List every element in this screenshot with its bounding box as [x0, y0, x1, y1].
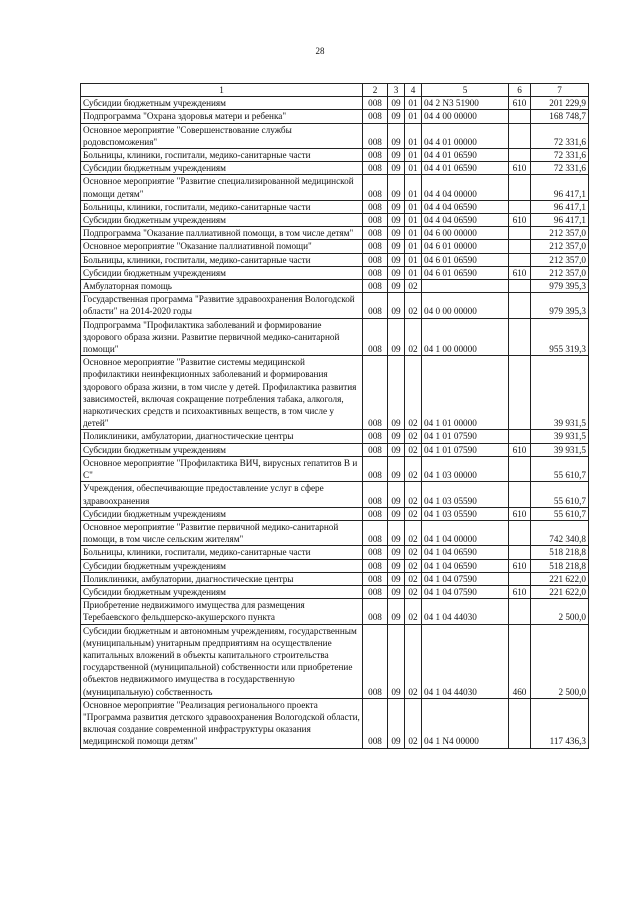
table-row [81, 318, 589, 356]
table-row [81, 280, 589, 293]
table-row [81, 585, 589, 598]
row-name-cell: Субсидии бюджетным учреждениям [81, 162, 363, 175]
code-section-cell: 09 [388, 214, 405, 227]
row-name-cell: Основное мероприятие "Совершенствование службы родовспоможения" [81, 123, 363, 148]
code-target-cell: 04 1 04 00000 [422, 520, 509, 545]
code-target-cell: 04 4 04 00000 [422, 175, 509, 200]
code-subsection-cell: 02 [405, 482, 422, 507]
code-expense-type-cell: 610 [509, 214, 531, 227]
row-name-cell: Подпрограмма "Охрана здоровья матери и ребенка" [81, 110, 363, 123]
code-subsection-cell: 01 [405, 97, 422, 110]
row-name-cell: Основное мероприятие "Развитие первичной медико-санитарной помощи, в том числе сельским жителям" [81, 520, 363, 545]
code-subsection-cell: 02 [405, 443, 422, 456]
table-row [81, 149, 589, 162]
row-name-cell: Поликлиники, амбулатории, диагностические центры [81, 430, 363, 443]
code-target-cell: 04 1 04 07590 [422, 585, 509, 598]
code-expense-type-cell [509, 149, 531, 162]
code-section-cell: 09 [388, 507, 405, 520]
code-target-cell: 04 6 01 06590 [422, 253, 509, 266]
code-subsection-cell: 02 [405, 293, 422, 318]
code-subsection-cell: 02 [405, 507, 422, 520]
code-ministry-cell: 008 [363, 280, 388, 293]
code-expense-type-cell [509, 123, 531, 148]
amount-cell: 168 748,7 [531, 110, 589, 123]
table-row [81, 123, 589, 148]
amount-cell: 39 931,5 [531, 356, 589, 430]
table-row [81, 482, 589, 507]
code-target-cell: 04 1 01 00000 [422, 356, 509, 430]
table-header-row [81, 84, 589, 97]
column-header-1: 1 [81, 84, 363, 97]
code-section-cell: 09 [388, 240, 405, 253]
code-ministry-cell: 008 [363, 599, 388, 624]
row-name-cell: Больницы, клиники, госпитали, медико-санитарные части [81, 149, 363, 162]
code-target-cell: 04 4 00 00000 [422, 110, 509, 123]
code-expense-type-cell: 610 [509, 507, 531, 520]
code-ministry-cell: 008 [363, 123, 388, 148]
row-name-cell: Поликлиники, амбулатории, диагностические центры [81, 572, 363, 585]
code-section-cell: 09 [388, 149, 405, 162]
code-expense-type-cell: 610 [509, 585, 531, 598]
amount-cell: 96 417,1 [531, 200, 589, 213]
code-target-cell: 04 4 04 06590 [422, 200, 509, 213]
column-header-6: 6 [509, 84, 531, 97]
code-expense-type-cell: 610 [509, 443, 531, 456]
code-expense-type-cell: 610 [509, 162, 531, 175]
code-target-cell: 04 1 04 07590 [422, 572, 509, 585]
code-subsection-cell: 02 [405, 559, 422, 572]
code-ministry-cell: 008 [363, 162, 388, 175]
code-target-cell: 04 1 00 00000 [422, 318, 509, 356]
code-subsection-cell: 01 [405, 162, 422, 175]
code-ministry-cell: 008 [363, 175, 388, 200]
code-expense-type-cell [509, 356, 531, 430]
code-expense-type-cell [509, 200, 531, 213]
table-row [81, 443, 589, 456]
code-section-cell: 09 [388, 97, 405, 110]
code-expense-type-cell: 610 [509, 266, 531, 279]
amount-cell: 979 395,3 [531, 293, 589, 318]
row-name-cell: Основное мероприятие "Профилактика ВИЧ, вирусных гепатитов B и C" [81, 456, 363, 481]
code-expense-type-cell [509, 456, 531, 481]
code-expense-type-cell [509, 698, 531, 748]
code-target-cell: 04 4 04 06590 [422, 214, 509, 227]
amount-cell: 742 340,8 [531, 520, 589, 545]
column-header-7: 7 [531, 84, 589, 97]
row-name-cell: Основное мероприятие "Оказание паллиативной помощи" [81, 240, 363, 253]
code-subsection-cell: 02 [405, 624, 422, 698]
code-section-cell: 09 [388, 443, 405, 456]
row-name-cell: Основное мероприятие "Развитие системы медицинской профилактики неинфекционных заболеваний и формирования здорового образа жизни, в том числе у детей. Профилактика развития зависимостей, включая сокращение потребления табака, алкоголя, наркотических средств и психоактивных веществ, в том числе у детей" [81, 356, 363, 430]
row-name-cell: Больницы, клиники, госпитали, медико-санитарные части [81, 200, 363, 213]
row-name-cell: Государственная программа "Развитие здравоохранения Вологодской области" на 2014-2020 годы [81, 293, 363, 318]
row-name-cell: Основное мероприятие "Реализация регионального проекта "Программа развития детского здравоохранения Вологодской области, включая создание современной инфраструктуры оказания медицинской помощи детям" [81, 698, 363, 748]
code-section-cell: 09 [388, 456, 405, 481]
table-row [81, 200, 589, 213]
code-expense-type-cell [509, 430, 531, 443]
amount-cell: 72 331,6 [531, 123, 589, 148]
code-subsection-cell: 01 [405, 227, 422, 240]
amount-cell: 212 357,0 [531, 266, 589, 279]
row-name-cell: Подпрограмма "Профилактика заболеваний и формирование здорового образа жизни. Развитие первичной медико-санитарной помощи" [81, 318, 363, 356]
page-number: 28 [315, 46, 325, 56]
table-row [81, 430, 589, 443]
code-section-cell: 09 [388, 318, 405, 356]
amount-cell: 55 610,7 [531, 482, 589, 507]
table-row [81, 572, 589, 585]
code-section-cell: 09 [388, 200, 405, 213]
code-expense-type-cell [509, 318, 531, 356]
code-expense-type-cell [509, 110, 531, 123]
code-ministry-cell: 008 [363, 149, 388, 162]
row-name-cell: Основное мероприятие "Развитие специализированной медицинской помощи детям" [81, 175, 363, 200]
code-target-cell: 04 1 N4 00000 [422, 698, 509, 748]
code-section-cell: 09 [388, 520, 405, 545]
code-subsection-cell: 02 [405, 280, 422, 293]
code-ministry-cell: 008 [363, 572, 388, 585]
code-section-cell: 09 [388, 624, 405, 698]
code-subsection-cell: 02 [405, 546, 422, 559]
code-subsection-cell: 02 [405, 520, 422, 545]
code-target-cell: 04 4 01 06590 [422, 149, 509, 162]
table-row [81, 227, 589, 240]
table-row [81, 162, 589, 175]
code-section-cell: 09 [388, 599, 405, 624]
code-subsection-cell: 02 [405, 430, 422, 443]
code-target-cell: 04 0 00 00000 [422, 293, 509, 318]
code-expense-type-cell: 460 [509, 624, 531, 698]
code-target-cell [422, 280, 509, 293]
code-section-cell: 09 [388, 123, 405, 148]
row-name-cell: Субсидии бюджетным учреждениям [81, 97, 363, 110]
code-target-cell: 04 1 04 06590 [422, 546, 509, 559]
amount-cell: 212 357,0 [531, 227, 589, 240]
row-name-cell: Субсидии бюджетным и автономным учреждениям, государственным (муниципальным) унитарным предприятиям на осуществление капитальных вложений в объекты капитального строительства государственной (муниципальной) собственности или приобретение объектов недвижимого имущества в государственную (муниципальную) собственность [81, 624, 363, 698]
code-target-cell: 04 4 01 06590 [422, 162, 509, 175]
code-ministry-cell: 008 [363, 200, 388, 213]
code-subsection-cell: 01 [405, 266, 422, 279]
column-header-4: 4 [405, 84, 422, 97]
code-ministry-cell: 008 [363, 110, 388, 123]
table-body [81, 84, 589, 749]
code-subsection-cell: 02 [405, 698, 422, 748]
code-target-cell: 04 1 03 05590 [422, 507, 509, 520]
code-subsection-cell: 02 [405, 356, 422, 430]
code-section-cell: 09 [388, 175, 405, 200]
row-name-cell: Учреждения, обеспечивающие предоставление услуг в сфере здравоохранения [81, 482, 363, 507]
amount-cell: 2 500,0 [531, 599, 589, 624]
table-row [81, 175, 589, 200]
table-row [81, 698, 589, 748]
code-section-cell: 09 [388, 253, 405, 266]
amount-cell: 72 331,6 [531, 149, 589, 162]
code-target-cell: 04 6 01 06590 [422, 266, 509, 279]
amount-cell: 212 357,0 [531, 240, 589, 253]
amount-cell: 221 622,0 [531, 572, 589, 585]
code-ministry-cell: 008 [363, 443, 388, 456]
table-row [81, 624, 589, 698]
code-target-cell: 04 1 01 07590 [422, 430, 509, 443]
table-row [81, 293, 589, 318]
code-target-cell: 04 1 03 05590 [422, 482, 509, 507]
code-subsection-cell: 01 [405, 214, 422, 227]
amount-cell: 55 610,7 [531, 507, 589, 520]
code-expense-type-cell [509, 227, 531, 240]
table-row [81, 559, 589, 572]
table-row [81, 240, 589, 253]
code-expense-type-cell [509, 520, 531, 545]
amount-cell: 39 931,5 [531, 430, 589, 443]
code-expense-type-cell [509, 175, 531, 200]
code-section-cell: 09 [388, 293, 405, 318]
code-section-cell: 09 [388, 110, 405, 123]
row-name-cell: Приобретение недвижимого имущества для размещения Теребаевского фельдшерско-акушерского пункта [81, 599, 363, 624]
code-ministry-cell: 008 [363, 318, 388, 356]
code-target-cell: 04 2 N3 51900 [422, 97, 509, 110]
code-expense-type-cell [509, 482, 531, 507]
code-section-cell: 09 [388, 546, 405, 559]
code-target-cell: 04 1 04 06590 [422, 559, 509, 572]
code-subsection-cell: 02 [405, 318, 422, 356]
row-name-cell: Субсидии бюджетным учреждениям [81, 266, 363, 279]
code-target-cell: 04 6 01 00000 [422, 240, 509, 253]
code-subsection-cell: 01 [405, 175, 422, 200]
code-ministry-cell: 008 [363, 559, 388, 572]
amount-cell: 212 357,0 [531, 253, 589, 266]
code-ministry-cell: 008 [363, 482, 388, 507]
amount-cell: 979 395,3 [531, 280, 589, 293]
code-subsection-cell: 02 [405, 456, 422, 481]
code-expense-type-cell: 610 [509, 97, 531, 110]
code-expense-type-cell: 610 [509, 559, 531, 572]
code-expense-type-cell [509, 293, 531, 318]
code-subsection-cell: 02 [405, 599, 422, 624]
code-subsection-cell: 01 [405, 240, 422, 253]
code-subsection-cell: 01 [405, 200, 422, 213]
column-header-2: 2 [363, 84, 388, 97]
row-name-cell: Субсидии бюджетным учреждениям [81, 559, 363, 572]
table-row [81, 456, 589, 481]
row-name-cell: Субсидии бюджетным учреждениям [81, 443, 363, 456]
code-section-cell: 09 [388, 482, 405, 507]
amount-cell: 2 500,0 [531, 624, 589, 698]
code-target-cell: 04 6 00 00000 [422, 227, 509, 240]
code-section-cell: 09 [388, 280, 405, 293]
code-target-cell: 04 1 04 44030 [422, 624, 509, 698]
code-expense-type-cell [509, 253, 531, 266]
table-row [81, 214, 589, 227]
table-row [81, 97, 589, 110]
amount-cell: 201 229,9 [531, 97, 589, 110]
code-expense-type-cell [509, 572, 531, 585]
code-subsection-cell: 01 [405, 253, 422, 266]
code-ministry-cell: 008 [363, 520, 388, 545]
code-ministry-cell: 008 [363, 293, 388, 318]
code-section-cell: 09 [388, 266, 405, 279]
code-target-cell: 04 1 04 44030 [422, 599, 509, 624]
code-section-cell: 09 [388, 585, 405, 598]
amount-cell: 39 931,5 [531, 443, 589, 456]
code-ministry-cell: 008 [363, 585, 388, 598]
table-row [81, 110, 589, 123]
code-section-cell: 09 [388, 559, 405, 572]
table-row [81, 507, 589, 520]
code-section-cell: 09 [388, 162, 405, 175]
code-ministry-cell: 008 [363, 507, 388, 520]
code-ministry-cell: 008 [363, 698, 388, 748]
column-header-5: 5 [422, 84, 509, 97]
row-name-cell: Субсидии бюджетным учреждениям [81, 214, 363, 227]
code-section-cell: 09 [388, 698, 405, 748]
code-ministry-cell: 008 [363, 253, 388, 266]
code-ministry-cell: 008 [363, 97, 388, 110]
code-expense-type-cell [509, 280, 531, 293]
code-ministry-cell: 008 [363, 456, 388, 481]
code-subsection-cell: 01 [405, 110, 422, 123]
amount-cell: 96 417,1 [531, 175, 589, 200]
amount-cell: 518 218,8 [531, 546, 589, 559]
row-name-cell: Субсидии бюджетным учреждениям [81, 507, 363, 520]
code-target-cell: 04 4 01 00000 [422, 123, 509, 148]
code-ministry-cell: 008 [363, 240, 388, 253]
code-ministry-cell: 008 [363, 214, 388, 227]
code-ministry-cell: 008 [363, 430, 388, 443]
row-name-cell: Субсидии бюджетным учреждениям [81, 585, 363, 598]
table-row [81, 356, 589, 430]
code-subsection-cell: 01 [405, 149, 422, 162]
code-ministry-cell: 008 [363, 356, 388, 430]
code-expense-type-cell [509, 599, 531, 624]
column-header-3: 3 [388, 84, 405, 97]
code-subsection-cell: 02 [405, 572, 422, 585]
amount-cell: 518 218,8 [531, 559, 589, 572]
code-ministry-cell: 008 [363, 546, 388, 559]
table-row [81, 599, 589, 624]
code-target-cell: 04 1 01 07590 [422, 443, 509, 456]
code-section-cell: 09 [388, 430, 405, 443]
code-expense-type-cell [509, 240, 531, 253]
table-row [81, 546, 589, 559]
row-name-cell: Больницы, клиники, госпитали, медико-санитарные части [81, 546, 363, 559]
code-ministry-cell: 008 [363, 266, 388, 279]
amount-cell: 117 436,3 [531, 698, 589, 748]
code-section-cell: 09 [388, 227, 405, 240]
amount-cell: 221 622,0 [531, 585, 589, 598]
code-section-cell: 09 [388, 356, 405, 430]
code-target-cell: 04 1 03 00000 [422, 456, 509, 481]
row-name-cell: Амбулаторная помощь [81, 280, 363, 293]
code-subsection-cell: 01 [405, 123, 422, 148]
budget-table [80, 83, 589, 749]
table-row [81, 520, 589, 545]
amount-cell: 72 331,6 [531, 162, 589, 175]
table-row [81, 266, 589, 279]
code-ministry-cell: 008 [363, 227, 388, 240]
row-name-cell: Подпрограмма "Оказание паллиативной помощи, в том числе детям" [81, 227, 363, 240]
table-row [81, 253, 589, 266]
amount-cell: 55 610,7 [531, 456, 589, 481]
code-subsection-cell: 02 [405, 585, 422, 598]
code-ministry-cell: 008 [363, 624, 388, 698]
amount-cell: 955 319,3 [531, 318, 589, 356]
code-section-cell: 09 [388, 572, 405, 585]
row-name-cell: Больницы, клиники, госпитали, медико-санитарные части [81, 253, 363, 266]
amount-cell: 96 417,1 [531, 214, 589, 227]
code-expense-type-cell [509, 546, 531, 559]
